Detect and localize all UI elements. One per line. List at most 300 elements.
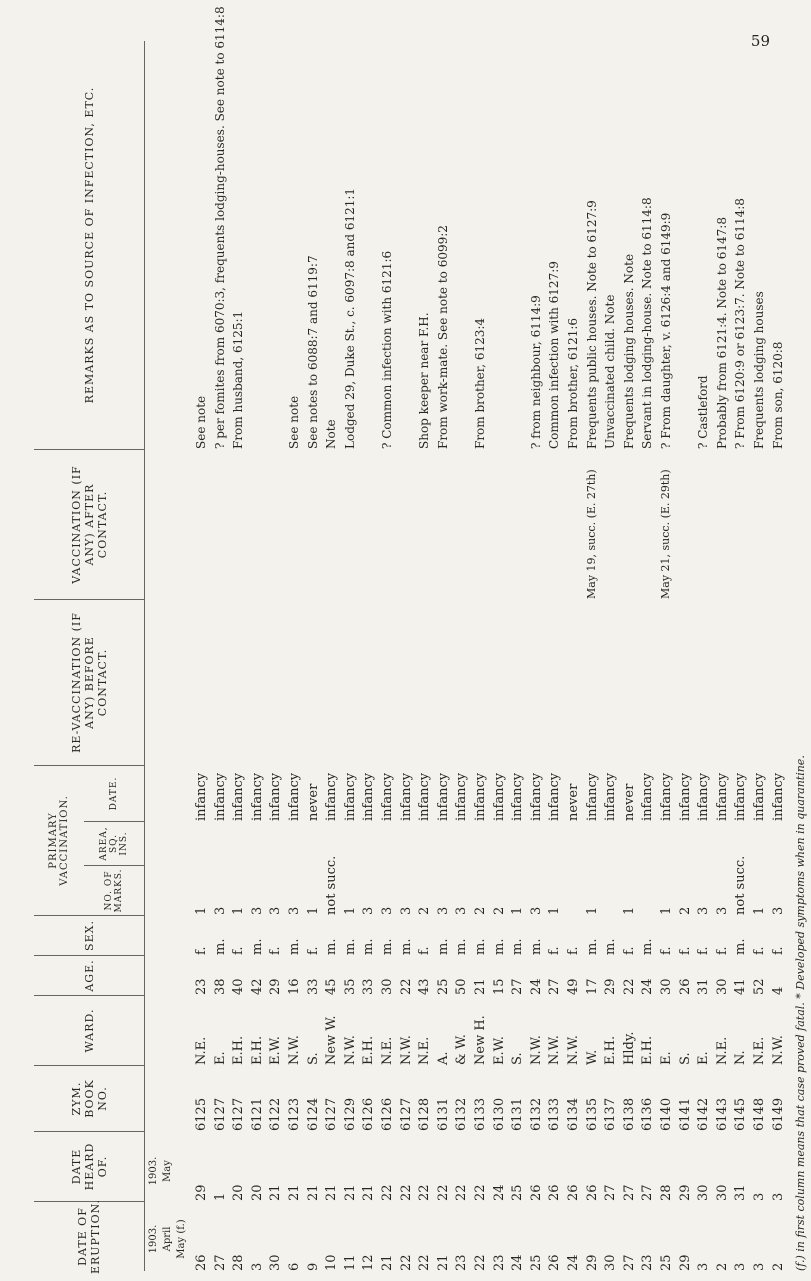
cell-vacc: May 19, succ. (E. 27th)	[584, 469, 598, 599]
cell-age: 30	[714, 978, 730, 995]
cell-marks: 1	[752, 906, 767, 915]
cell-age: 27	[547, 978, 563, 995]
cell-zym: 6138	[621, 1097, 637, 1131]
cell-remark: See notes to 6088:7 and 6119:7	[305, 255, 320, 449]
cell-erupt: 6	[287, 1262, 302, 1271]
cell-zym: 6123	[287, 1097, 302, 1131]
cell-age: 30	[659, 978, 674, 995]
cell-remark: From brother, 6123:4	[473, 317, 487, 449]
cell-date: infancy	[752, 772, 767, 821]
cell-heard: 21	[287, 1184, 302, 1201]
cell-marks: not succ.	[733, 855, 749, 915]
cell-ward: N.E.	[752, 1036, 767, 1065]
cell-heard: 22	[398, 1184, 414, 1201]
cell-marks: 3	[268, 906, 284, 915]
cell-remark: See note	[194, 395, 208, 449]
month-label-may-f: May (f.)	[176, 1219, 187, 1259]
cell-remark: From work-mate. See note to 6099:2	[435, 225, 450, 449]
cell-marks: 1	[584, 906, 600, 915]
cell-ward: N.W.	[528, 1035, 544, 1065]
cell-erupt: 21	[380, 1254, 395, 1271]
cell-zym: 6124	[305, 1097, 321, 1131]
header-vaccination-after: VACCINATION (IF ANY) AFTER CONTACT.	[34, 449, 144, 599]
cell-age: 22	[621, 978, 637, 995]
cell-erupt: 12	[361, 1254, 377, 1271]
cell-heard: 21	[342, 1184, 358, 1201]
cell-zym: 6126	[380, 1097, 395, 1131]
cell-ward: & W.	[454, 1034, 470, 1065]
cell-marks: 3	[249, 906, 265, 915]
cell-zym: 6127	[324, 1097, 340, 1131]
cell-erupt: 30	[603, 1254, 619, 1271]
cell-date: infancy	[212, 772, 228, 821]
cell-age: 49	[566, 978, 581, 995]
cell-heard: 29	[194, 1184, 209, 1201]
cell-remark: Shop keeper near F.H.	[417, 312, 432, 449]
cell-sex: f.	[677, 946, 693, 955]
cell-heard: 21	[305, 1184, 321, 1201]
cell-erupt: 2	[714, 1262, 730, 1271]
cell-zym: 6126	[361, 1097, 377, 1131]
cell-erupt: 22	[398, 1254, 414, 1271]
cell-zym: 6132	[528, 1097, 544, 1131]
cell-zym: 6135	[584, 1097, 600, 1131]
cell-age: 16	[287, 978, 302, 995]
cell-marks: 3	[380, 906, 395, 915]
cell-remark: Servant in lodging-house. Note to 6114:8	[640, 197, 655, 449]
cell-ward: E.H.	[603, 1035, 619, 1065]
header-rule	[144, 41, 145, 1271]
cell-date: infancy	[528, 772, 544, 821]
cell-date: never	[621, 783, 637, 821]
cell-marks: 3	[212, 906, 228, 915]
cell-sex: f.	[305, 946, 321, 955]
cell-heard: 22	[417, 1184, 433, 1201]
cell-ward: E.	[696, 1051, 712, 1065]
cell-zym: 6132	[454, 1097, 470, 1131]
cell-erupt: 25	[659, 1254, 674, 1271]
cell-erupt: 3	[733, 1262, 749, 1271]
cell-age: 25	[435, 978, 451, 995]
cell-remark: Frequents lodging houses. Note	[621, 253, 636, 449]
cell-sex: f.	[770, 946, 786, 955]
cell-heard: 22	[380, 1184, 395, 1201]
cell-marks: 1	[231, 906, 247, 915]
cell-zym: 6141	[677, 1097, 693, 1131]
cell-ward: E.W.	[491, 1036, 507, 1065]
cell-ward: N.E.	[380, 1036, 395, 1065]
cell-heard: 22	[473, 1184, 488, 1201]
cell-ward: Hldy.	[621, 1031, 637, 1065]
cell-age: 33	[305, 978, 321, 995]
page-number: 59	[750, 32, 770, 50]
header-ward: WARD.	[34, 995, 144, 1065]
cell-age: 23	[194, 978, 209, 995]
cell-date: infancy	[696, 772, 712, 821]
cell-date: never	[305, 783, 321, 821]
cell-ward: E.H.	[640, 1035, 656, 1065]
cell-age: 50	[454, 978, 470, 995]
cell-sex: f.	[621, 946, 637, 955]
cell-sex: m.	[491, 938, 507, 955]
cell-date: infancy	[510, 772, 526, 821]
cell-remark: From husband, 6125:1	[231, 310, 246, 449]
cell-remark: Note	[324, 419, 339, 449]
cell-date: infancy	[435, 772, 451, 821]
cell-sex: f.	[752, 946, 767, 955]
cell-date: infancy	[194, 772, 209, 821]
header-sex: SEX.	[34, 915, 144, 955]
cell-marks: 1	[621, 906, 637, 915]
cell-heard: 22	[454, 1184, 470, 1201]
cell-zym: 6143	[714, 1097, 730, 1131]
cell-sex: m.	[473, 938, 488, 955]
cell-age: 41	[733, 978, 749, 995]
cell-zym: 6121	[249, 1097, 265, 1131]
cell-erupt: 28	[231, 1254, 247, 1271]
cell-marks: 3	[696, 906, 712, 915]
cell-remark: ? Common infection with 6121:6	[380, 250, 394, 449]
cell-zym: 6127	[212, 1097, 228, 1131]
cell-marks: 3	[528, 906, 544, 915]
cell-sex: m.	[435, 938, 451, 955]
cell-age: 17	[584, 978, 600, 995]
cell-zym: 6136	[640, 1097, 656, 1131]
header-primary-vaccination: PRIMARY VACCINATION.	[34, 765, 84, 915]
cell-sex: f.	[268, 946, 284, 955]
cell-sex: m.	[584, 938, 600, 955]
cell-remark: ? From daughter, v. 6126:4 and 6149:9	[659, 212, 673, 449]
cell-marks: 1	[510, 906, 526, 915]
cell-ward: N.E.	[194, 1036, 209, 1065]
cell-age: 35	[342, 978, 358, 995]
cell-heard: 28	[659, 1184, 674, 1201]
cell-ward: S.	[510, 1052, 526, 1065]
year-label: 1903.	[148, 1224, 159, 1254]
cell-heard: 27	[621, 1184, 637, 1201]
cell-age: 29	[603, 978, 619, 995]
cell-marks: 2	[677, 906, 693, 915]
cell-zym: 6131	[435, 1097, 451, 1131]
cell-sex: f.	[547, 946, 563, 955]
cell-sex: m.	[454, 938, 470, 955]
cell-heard: 21	[268, 1184, 284, 1201]
cell-ward: New H.	[473, 1015, 488, 1065]
cell-remark: ? per fomites from 6070:3, frequents lodging-houses. See note to 6114:8	[212, 6, 227, 449]
cell-heard: 3	[770, 1192, 786, 1201]
cell-age: 4	[770, 986, 786, 995]
cell-sex: m.	[380, 938, 395, 955]
cell-date: infancy	[677, 772, 693, 821]
heard-month-label: May	[162, 1160, 173, 1182]
cell-date: infancy	[268, 772, 284, 821]
cell-marks: 1	[194, 906, 209, 915]
header-date-heard-of: DATE HEARD OF.	[34, 1131, 144, 1201]
cell-ward: E.H.	[249, 1035, 265, 1065]
cell-marks: 1	[659, 906, 674, 915]
cell-heard: 30	[696, 1184, 712, 1201]
cell-sex: m.	[603, 938, 619, 955]
cell-date: infancy	[398, 772, 414, 821]
cell-heard: 3	[752, 1192, 767, 1201]
cell-date: infancy	[361, 772, 377, 821]
cell-ward: N.W.	[566, 1035, 581, 1065]
month-label-april: April	[162, 1226, 173, 1252]
cell-date: infancy	[733, 772, 749, 821]
cell-zym: 6148	[752, 1097, 767, 1131]
cell-sex: m.	[324, 938, 340, 955]
cell-ward: S.	[677, 1052, 693, 1065]
cell-date: infancy	[324, 772, 340, 821]
cell-age: 24	[640, 978, 656, 995]
cell-sex: f.	[417, 946, 433, 955]
cell-zym: 6142	[696, 1097, 712, 1131]
cell-ward: E.	[659, 1051, 674, 1065]
cell-age: 52	[752, 978, 767, 995]
header-area: AREA, SQ. INS.	[84, 821, 144, 865]
cell-heard: 21	[324, 1184, 340, 1201]
cell-erupt: 9	[305, 1262, 321, 1271]
cell-heard: 25	[510, 1184, 526, 1201]
cell-zym: 6133	[547, 1097, 563, 1131]
cell-ward: New W.	[324, 1015, 340, 1065]
cell-age: 30	[380, 978, 395, 995]
cell-erupt: 3	[696, 1262, 712, 1271]
cell-erupt: 11	[342, 1254, 358, 1271]
cell-sex: m.	[249, 938, 265, 955]
cell-sex: f.	[659, 946, 674, 955]
cell-marks: 3	[361, 906, 377, 915]
cell-zym: 6129	[342, 1097, 358, 1131]
cell-remark: Frequents lodging houses	[752, 291, 766, 449]
cell-ward: S.	[305, 1052, 321, 1065]
cell-age: 42	[249, 978, 265, 995]
cell-remark: See note	[287, 395, 301, 449]
cell-date: infancy	[287, 772, 302, 821]
header-no-of-marks: NO. OF MARKS.	[84, 865, 144, 915]
cell-date: infancy	[473, 772, 488, 821]
cell-sex: m.	[733, 938, 749, 955]
cell-ward: N.E.	[417, 1036, 433, 1065]
cell-erupt: 23	[491, 1254, 507, 1271]
cell-age: 15	[491, 978, 507, 995]
cell-marks: 3	[435, 906, 451, 915]
cell-date: infancy	[714, 772, 730, 821]
cell-sex: m.	[212, 938, 228, 955]
cell-erupt: 30	[268, 1254, 284, 1271]
cell-heard: 31	[733, 1184, 749, 1201]
heard-year-label: 1903.	[148, 1156, 159, 1186]
cell-heard: 20	[249, 1184, 265, 1201]
cell-age: 26	[677, 978, 693, 995]
header-zym-book-no: ZYM. BOOK NO.	[34, 1065, 144, 1131]
cell-heard: 26	[566, 1184, 581, 1201]
cell-erupt: 3	[249, 1262, 265, 1271]
cell-sex: f.	[566, 946, 581, 955]
cell-remark: Common infection with 6127:9	[547, 261, 562, 449]
cell-heard: 27	[603, 1184, 619, 1201]
cell-ward: N.	[733, 1050, 749, 1065]
cell-sex: f.	[231, 946, 247, 955]
cell-ward: N.E.	[714, 1036, 730, 1065]
cell-erupt: 29	[584, 1254, 600, 1271]
cell-age: 38	[212, 978, 228, 995]
cell-remark: Lodged 29, Duke St., c. 6097:8 and 6121:1	[342, 187, 357, 449]
cell-age: 40	[231, 978, 247, 995]
cell-ward: N.W.	[398, 1035, 414, 1065]
cell-sex: m.	[528, 938, 544, 955]
cell-heard: 27	[640, 1184, 656, 1201]
cell-age: 31	[696, 978, 712, 995]
cell-erupt: 26	[194, 1254, 209, 1271]
cell-date: infancy	[547, 772, 563, 821]
cell-remark: ? from neighbour, 6114:9	[528, 295, 543, 449]
header-date-of-eruption: DATE OF ERUPTION.	[34, 1201, 144, 1271]
cell-erupt: 23	[454, 1254, 470, 1271]
cell-date: infancy	[249, 772, 265, 821]
cell-heard: 26	[547, 1184, 563, 1201]
cell-marks: 3	[714, 906, 730, 915]
cell-age: 22	[398, 978, 414, 995]
cell-zym: 6128	[417, 1097, 433, 1131]
cell-marks: 1	[305, 906, 321, 915]
cell-age: 33	[361, 978, 377, 995]
cell-sex: f.	[714, 946, 730, 955]
cell-erupt: 23	[640, 1254, 656, 1271]
cell-zym: 6125	[194, 1097, 209, 1131]
cell-marks: 2	[491, 906, 507, 915]
cell-sex: m.	[287, 938, 302, 955]
cell-erupt: 24	[510, 1254, 526, 1271]
cell-age: 24	[528, 978, 544, 995]
cell-zym: 6134	[566, 1097, 581, 1131]
cell-remark: From son, 6120:8	[770, 341, 785, 449]
cell-erupt: 27	[621, 1254, 637, 1271]
cell-date: never	[566, 783, 581, 821]
cell-date: infancy	[770, 772, 786, 821]
cell-marks: 1	[547, 906, 563, 915]
cell-ward: N.W.	[342, 1035, 358, 1065]
cell-erupt: 29	[677, 1254, 693, 1271]
cell-ward: N.W.	[287, 1035, 302, 1065]
header-age: AGE.	[34, 955, 144, 995]
cell-zym: 6133	[473, 1097, 488, 1131]
cell-heard: 26	[584, 1184, 600, 1201]
cell-heard: 21	[361, 1184, 377, 1201]
cell-marks: 3	[454, 906, 470, 915]
header-remarks: REMARKS AS TO SOURCE OF INFECTION, ETC.	[82, 86, 96, 404]
table-header	[34, 41, 144, 1275]
cell-marks: 1	[342, 906, 358, 915]
cell-zym: 6149	[770, 1097, 786, 1131]
cell-date: infancy	[454, 772, 470, 821]
cell-zym: 6130	[491, 1097, 507, 1131]
cell-zym: 6127	[231, 1097, 247, 1131]
cell-ward: E.H.	[361, 1035, 377, 1065]
cell-zym: 6140	[659, 1097, 674, 1131]
cell-erupt: 26	[547, 1254, 563, 1271]
cell-date: infancy	[603, 772, 619, 821]
cell-age: 21	[473, 978, 488, 995]
header-revaccination: RE-VACCINATION (IF ANY) BEFORE CONTACT.	[34, 599, 144, 765]
cell-vacc	[771, 449, 811, 599]
cell-date: infancy	[659, 772, 674, 821]
cell-erupt: 27	[212, 1254, 228, 1271]
cell-erupt: 24	[566, 1254, 581, 1271]
cell-date: infancy	[380, 772, 395, 821]
cell-ward: W.	[584, 1049, 600, 1065]
cell-sex: m.	[640, 938, 656, 955]
cell-sex: m.	[361, 938, 377, 955]
cell-remark: ? From 6120:9 or 6123:7. Note to 6114:8	[733, 198, 748, 449]
cell-erupt: 2	[770, 1262, 786, 1271]
cell-remark: From brother, 6121:6	[566, 317, 580, 449]
cell-date: infancy	[231, 772, 247, 821]
cell-age: 27	[510, 978, 526, 995]
cell-heard: 22	[435, 1184, 451, 1201]
cell-erupt: 3	[752, 1262, 767, 1271]
cell-heard: 1	[212, 1192, 228, 1201]
cell-erupt: 21	[435, 1254, 451, 1271]
cell-vacc: May 21, succ. (E. 29th)	[659, 469, 672, 599]
cell-heard: 29	[677, 1184, 693, 1201]
cell-date: infancy	[584, 772, 600, 821]
cell-remark: Probably from 6121:4. Note to 6147:8	[714, 217, 729, 449]
cell-marks: 3	[287, 906, 302, 915]
cell-sex: m.	[510, 938, 526, 955]
cell-heard: 24	[491, 1184, 507, 1201]
cell-zym: 6145	[733, 1097, 749, 1131]
cell-remark: Unvaccinated child. Note	[603, 294, 618, 449]
cell-age: 29	[268, 978, 284, 995]
cell-ward: E.	[212, 1051, 228, 1065]
cell-remark: ? Castleford	[696, 375, 711, 449]
cell-ward: E.W.	[268, 1036, 284, 1065]
cell-marks: 2	[473, 906, 488, 915]
cell-zym: 6137	[603, 1097, 619, 1131]
cell-date: infancy	[417, 772, 433, 821]
footnote: (f.) in first column means that case proved fatal. * Developed symptoms when in quarantine.	[794, 755, 807, 1271]
cell-ward: N.W.	[770, 1035, 786, 1065]
cell-ward: E.H.	[231, 1035, 247, 1065]
cell-marks: 3	[398, 906, 414, 915]
cell-erupt: 25	[528, 1254, 544, 1271]
cell-ward: N.W.	[547, 1035, 563, 1065]
cell-heard: 26	[528, 1184, 544, 1201]
cell-marks: not succ.	[324, 855, 340, 915]
header-date: DATE.	[84, 765, 144, 821]
cell-zym: 6127	[398, 1097, 414, 1131]
cell-date: infancy	[342, 772, 358, 821]
cell-erupt: 22	[473, 1254, 488, 1271]
cell-age: 45	[324, 978, 340, 995]
cell-heard: 30	[714, 1184, 730, 1201]
cell-heard: 20	[231, 1184, 247, 1201]
cell-erupt: 10	[324, 1254, 340, 1271]
cell-date: infancy	[491, 772, 507, 821]
cell-sex: m.	[398, 938, 414, 955]
cell-sex: f.	[696, 946, 712, 955]
cell-sex: f.	[194, 946, 209, 955]
cell-erupt: 22	[417, 1254, 433, 1271]
cell-date: infancy	[640, 772, 656, 821]
cell-sex: m.	[342, 938, 358, 955]
cell-ward: A.	[435, 1051, 451, 1065]
cell-marks: 3	[770, 906, 786, 915]
cell-marks: 2	[417, 906, 433, 915]
cell-age: 43	[417, 978, 433, 995]
cell-remark: Frequents public houses. Note to 6127:9	[584, 200, 599, 449]
